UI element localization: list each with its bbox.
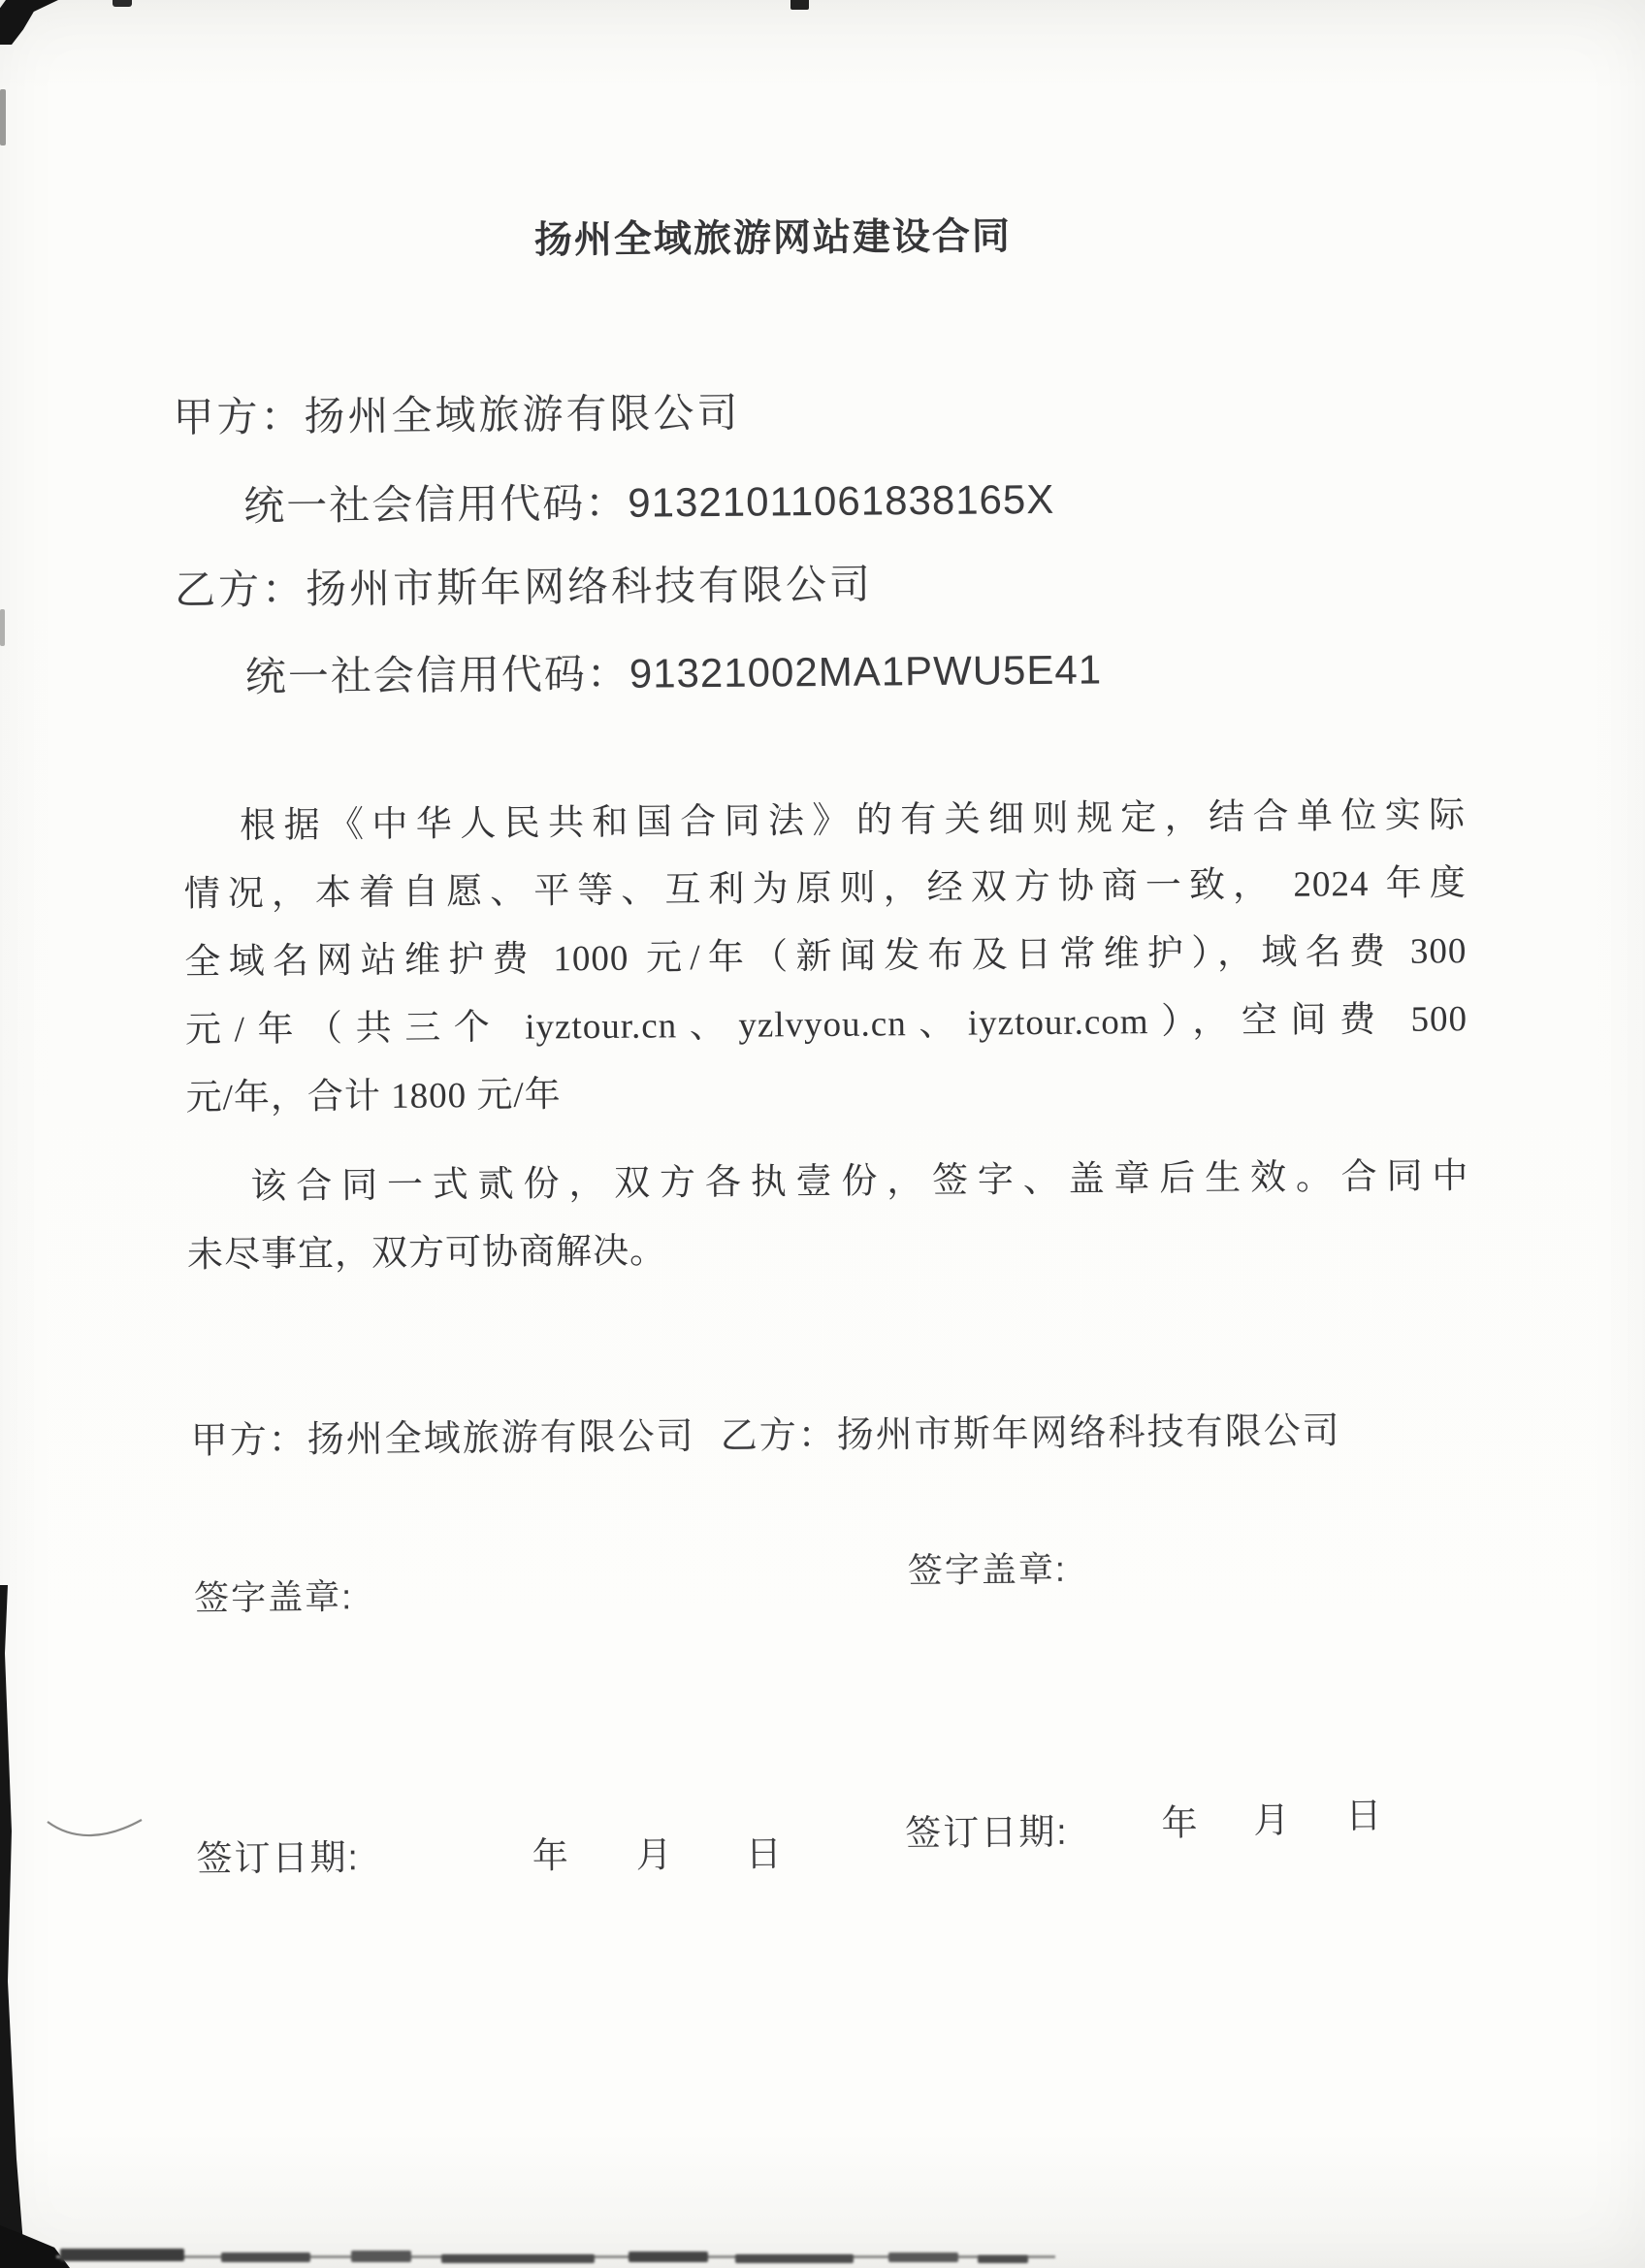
- date-label: 签订日期:: [196, 1837, 360, 1879]
- date-row-right: [905, 1795, 1384, 1856]
- contract-body: [183, 782, 1469, 1290]
- body-line: 全域名网站维护费 1000 元/年（新闻发布及日常维护），域名费 300: [184, 931, 1468, 983]
- party-a-credit-line: [243, 468, 1055, 533]
- sign-seal-left: 签字盖章:: [193, 1576, 354, 1618]
- body-line: 元/年，合计 1800 元/年: [185, 1075, 562, 1118]
- party-a-line: [173, 381, 741, 444]
- date-month: 月: [635, 1834, 674, 1875]
- date-row-left: [196, 1824, 784, 1881]
- credit-code-label: 统一社会信用代码：: [243, 479, 629, 530]
- body-line: 情况，本着自愿、平等、互利为原则，经双方协商一致， 2024 年度: [183, 863, 1467, 915]
- party-a-name: 扬州全域旅游有限公司: [304, 389, 741, 439]
- closing-party-line: [190, 1400, 1340, 1463]
- party-a-label: 甲方：: [173, 393, 305, 440]
- credit-code-value: 91321002MA1PWU5E41: [629, 646, 1103, 697]
- date-year: 年: [532, 1835, 570, 1876]
- party-b-line: [175, 553, 874, 617]
- date-day: 日: [1345, 1795, 1384, 1836]
- body-line: 该合同一式贰份，双方各执壹份，签字、盖章后生效。合同中: [250, 1156, 1469, 1208]
- sign-seal-right: 签字盖章:: [907, 1548, 1068, 1591]
- body-line: 未尽事宜，双方可协商解决。: [186, 1231, 667, 1276]
- party-b-credit-line: [245, 637, 1103, 703]
- party-b-label: 乙方：: [174, 566, 306, 613]
- date-label: 签订日期:: [905, 1811, 1069, 1854]
- date-month: 月: [1253, 1799, 1292, 1841]
- body-line: 元/年（共三个 iyztour.cn、yzlvyou.cn、iyztour.com），空间费 500: [184, 999, 1468, 1051]
- credit-code-label: 统一社会信用代码：: [244, 650, 630, 700]
- closing-party-b: 乙方：扬州市斯年网络科技有限公司: [720, 1410, 1341, 1457]
- contract-title: 扬州全域旅游网站建设合同: [533, 215, 1013, 262]
- date-year: 年: [1161, 1802, 1200, 1843]
- party-b-name: 扬州市斯年网络科技有限公司: [305, 561, 874, 612]
- credit-code-value: 91321011061838165X: [628, 475, 1055, 526]
- date-day: 日: [745, 1833, 784, 1874]
- body-line: 根据《中华人民共和国合同法》的有关细则规定，结合单位实际: [240, 795, 1467, 847]
- closing-party-a: 甲方：扬州全域旅游有限公司: [190, 1416, 695, 1462]
